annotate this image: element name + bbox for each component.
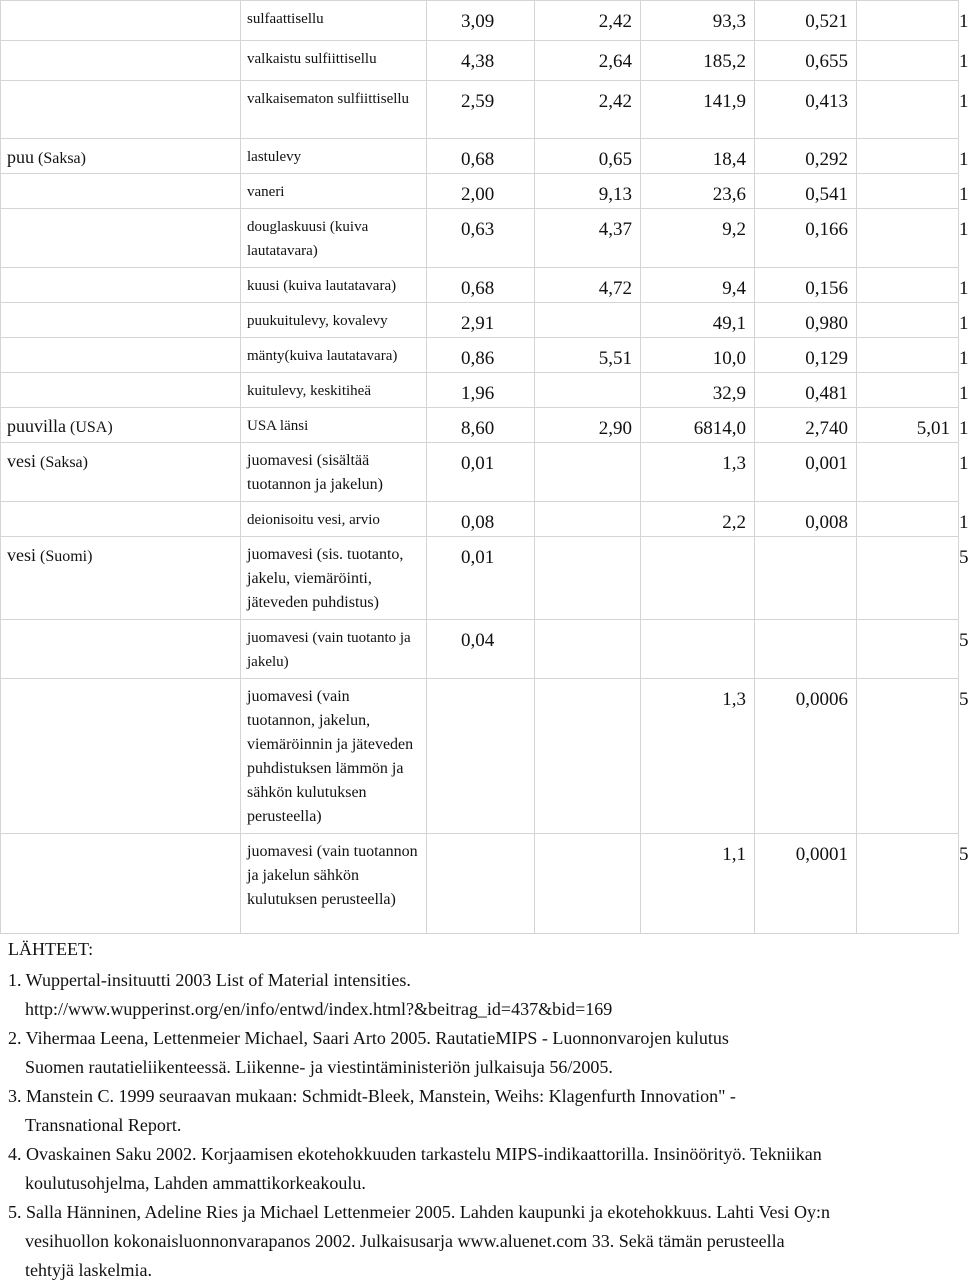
material-cell: puukuitulevy, kovalevy <box>241 303 427 338</box>
category-origin: (Saksa) <box>36 454 88 471</box>
erosion-value: 5,01 <box>857 408 959 443</box>
category-cell <box>1 679 241 834</box>
biotic-value: 2,64 <box>535 41 641 81</box>
table-row: douglaskuusi (kuiva lautatavara) 0,63 4,37 9,2 0,166 1 <box>1 209 959 268</box>
category-origin: (Saksa) <box>34 150 86 167</box>
air-value: 0,0006 <box>755 679 857 834</box>
category-cell <box>1 620 241 679</box>
material-cell: vaneri <box>241 174 427 209</box>
reference-line: tehtyjä laskelmia. <box>25 1260 152 1280</box>
material-cell: lastulevy <box>241 139 427 174</box>
material-cell: deionisoitu vesi, arvio <box>241 502 427 537</box>
water-value: 10,0 <box>641 338 755 373</box>
references-list <box>8 966 958 1285</box>
air-value: 0,481 <box>755 373 857 408</box>
abiotic-value: 0,68 <box>427 139 535 174</box>
reference-line: 5. Salla Hänninen, Adeline Ries ja Michael Lettenmeier 2005. Lahden kaupunki ja ekotehokkuus. Lahti Vesi Oy:n <box>8 1202 830 1222</box>
biotic-value <box>535 679 641 834</box>
erosion-value <box>857 41 959 81</box>
biotic-value <box>535 303 641 338</box>
air-value: 0,129 <box>755 338 857 373</box>
material-cell: mänty(kuiva lautatavara) <box>241 338 427 373</box>
water-value: 1,3 <box>641 443 755 502</box>
air-value: 0,166 <box>755 209 857 268</box>
references-section <box>8 935 958 1285</box>
water-value: 18,4 <box>641 139 755 174</box>
air-value: 0,001 <box>755 443 857 502</box>
air-value: 0,521 <box>755 1 857 41</box>
abiotic-value <box>427 834 535 934</box>
material-cell: sulfaattisellu <box>241 1 427 41</box>
biotic-value <box>535 502 641 537</box>
category-cell <box>1 139 241 174</box>
erosion-value <box>857 443 959 502</box>
table-row: juomavesi (vain tuotannon, jakelun, viemäröinnin ja jäteveden puhdistuksen lämmön ja sähkön kulutuksen perusteella) 1,3 0,0006 5 <box>1 679 959 834</box>
reference-line: vesihuollon kokonaisluonnonvarapanos 2002. Julkaisusarja www.aluenet.com 33. Sekä tämän perusteella <box>25 1231 785 1251</box>
reference-line: http://www.wupperinst.org/en/info/entwd/index.html?&beitrag_id=437&bid=169 <box>25 999 613 1019</box>
material-cell: valkaistu sulfiittisellu <box>241 41 427 81</box>
erosion-value <box>857 373 959 408</box>
biotic-value: 2,42 <box>535 81 641 139</box>
abiotic-value: 2,59 <box>427 81 535 139</box>
air-value: 0,0001 <box>755 834 857 934</box>
reference-line: koulutusohjelma, Lahden ammattikorkeakoulu. <box>25 1173 366 1193</box>
water-value: 32,9 <box>641 373 755 408</box>
material-cell: juomavesi (sisältää tuotannon ja jakelun) <box>241 443 427 502</box>
category-origin: (USA) <box>66 419 113 436</box>
air-value: 2,740 <box>755 408 857 443</box>
erosion-value <box>857 139 959 174</box>
biotic-value <box>535 620 641 679</box>
category-name: puuvilla <box>7 416 66 436</box>
table-row: kuusi (kuiva lautatavara) 0,68 4,72 9,4 0,156 1 <box>1 268 959 303</box>
water-value: 9,2 <box>641 209 755 268</box>
air-value <box>755 620 857 679</box>
biotic-value <box>535 537 641 620</box>
abiotic-value <box>427 679 535 834</box>
category-cell <box>1 303 241 338</box>
biotic-value <box>535 834 641 934</box>
abiotic-value: 0,01 <box>427 443 535 502</box>
category-cell <box>1 834 241 934</box>
category-cell <box>1 268 241 303</box>
water-value: 6814,0 <box>641 408 755 443</box>
reference-line: 2. Vihermaa Leena, Lettenmeier Michael, Saari Arto 2005. RautatieMIPS - Luonnonvarojen kulutus <box>8 1028 729 1048</box>
biotic-value: 4,37 <box>535 209 641 268</box>
air-value: 0,292 <box>755 139 857 174</box>
erosion-value <box>857 209 959 268</box>
air-value <box>755 537 857 620</box>
abiotic-value: 0,04 <box>427 620 535 679</box>
material-cell: juomavesi (vain tuotannon, jakelun, viemäröinnin ja jäteveden puhdistuksen lämmön ja sähkön kulutuksen perusteella) <box>241 679 427 834</box>
water-value <box>641 620 755 679</box>
abiotic-value: 0,08 <box>427 502 535 537</box>
reference-line: Suomen rautatieliikenteessä. Liikenne- ja viestintäministeriön julkaisuja 56/2005. <box>25 1057 613 1077</box>
erosion-value <box>857 81 959 139</box>
category-cell <box>1 338 241 373</box>
erosion-value <box>857 268 959 303</box>
abiotic-value: 8,60 <box>427 408 535 443</box>
category-name: puu <box>7 147 34 167</box>
material-cell: juomavesi (sis. tuotanto, jakelu, viemäröinti, jäteveden puhdistus) <box>241 537 427 620</box>
water-value: 1,3 <box>641 679 755 834</box>
category-cell <box>1 408 241 443</box>
abiotic-value: 4,38 <box>427 41 535 81</box>
air-value: 0,413 <box>755 81 857 139</box>
reference-line: 3. Manstein C. 1999 seuraavan mukaan: Schmidt-Bleek, Manstein, Weihs: Klagenfurth Innovation" - <box>8 1086 736 1106</box>
category-origin: (Suomi) <box>36 548 93 565</box>
erosion-value <box>857 834 959 934</box>
category-cell <box>1 443 241 502</box>
erosion-value <box>857 303 959 338</box>
abiotic-value: 3,09 <box>427 1 535 41</box>
biotic-value: 2,90 <box>535 408 641 443</box>
category-cell <box>1 1 241 41</box>
reference-line: 1. Wuppertal-insituutti 2003 List of Material intensities. <box>8 970 411 990</box>
category-name: vesi <box>7 451 36 471</box>
air-value: 0,655 <box>755 41 857 81</box>
category-cell <box>1 81 241 139</box>
erosion-value <box>857 338 959 373</box>
water-value: 49,1 <box>641 303 755 338</box>
biotic-value <box>535 443 641 502</box>
erosion-value <box>857 537 959 620</box>
biotic-value: 2,42 <box>535 1 641 41</box>
air-value: 0,541 <box>755 174 857 209</box>
abiotic-value: 0,01 <box>427 537 535 620</box>
material-cell: douglaskuusi (kuiva lautatavara) <box>241 209 427 268</box>
category-cell <box>1 373 241 408</box>
air-value: 0,008 <box>755 502 857 537</box>
material-cell: juomavesi (vain tuotannon ja jakelun sähkön kulutuksen perusteella) <box>241 834 427 934</box>
material-cell: juomavesi (vain tuotanto ja jakelu) <box>241 620 427 679</box>
abiotic-value: 0,86 <box>427 338 535 373</box>
material-cell: kuitulevy, keskitiheä <box>241 373 427 408</box>
water-value: 1,1 <box>641 834 755 934</box>
erosion-value <box>857 174 959 209</box>
category-cell <box>1 209 241 268</box>
category-cell <box>1 537 241 620</box>
water-value: 9,4 <box>641 268 755 303</box>
air-value: 0,156 <box>755 268 857 303</box>
biotic-value: 4,72 <box>535 268 641 303</box>
water-value: 185,2 <box>641 41 755 81</box>
material-cell: valkaisematon sulfiittisellu <box>241 81 427 139</box>
category-name: vesi <box>7 545 36 565</box>
table-row: valkaisematon sulfiittisellu 2,59 2,42 141,9 0,413 1 <box>1 81 959 139</box>
water-value: 141,9 <box>641 81 755 139</box>
category-cell <box>1 41 241 81</box>
biotic-value: 5,51 <box>535 338 641 373</box>
water-value: 93,3 <box>641 1 755 41</box>
biotic-value: 9,13 <box>535 174 641 209</box>
abiotic-value: 1,96 <box>427 373 535 408</box>
material-cell: kuusi (kuiva lautatavara) <box>241 268 427 303</box>
table-row: puuvilla (USA) USA länsi 8,60 2,90 6814,0 2,740 5,01 1 <box>1 408 959 443</box>
water-value: 23,6 <box>641 174 755 209</box>
abiotic-value: 0,63 <box>427 209 535 268</box>
erosion-value <box>857 620 959 679</box>
table-row: kuitulevy, keskitiheä 1,96 32,9 0,481 1 <box>1 373 959 408</box>
table-row: valkaistu sulfiittisellu 4,38 2,64 185,2 0,655 1 <box>1 41 959 81</box>
table-row: vesi (Saksa) juomavesi (sisältää tuotannon ja jakelun) 0,01 1,3 0,001 1 <box>1 443 959 502</box>
table-row: puukuitulevy, kovalevy 2,91 49,1 0,980 1 <box>1 303 959 338</box>
erosion-value <box>857 1 959 41</box>
abiotic-value: 2,00 <box>427 174 535 209</box>
abiotic-value: 2,91 <box>427 303 535 338</box>
table-row: juomavesi (vain tuotannon ja jakelun sähkön kulutuksen perusteella) 1,1 0,0001 5 <box>1 834 959 934</box>
biotic-value: 0,65 <box>535 139 641 174</box>
table-row: sulfaattisellu 3,09 2,42 93,3 0,521 1 <box>1 1 959 41</box>
table-row: vesi (Suomi) juomavesi (sis. tuotanto, jakelu, viemäröinti, jäteveden puhdistus) 0,01 5 <box>1 537 959 620</box>
table-row: puu (Saksa) lastulevy 0,68 0,65 18,4 0,292 1 <box>1 139 959 174</box>
material-cell: USA länsi <box>241 408 427 443</box>
abiotic-value: 0,68 <box>427 268 535 303</box>
erosion-value <box>857 679 959 834</box>
biotic-value <box>535 373 641 408</box>
water-value <box>641 537 755 620</box>
reference-line: Transnational Report. <box>25 1115 182 1135</box>
water-value: 2,2 <box>641 502 755 537</box>
air-value: 0,980 <box>755 303 857 338</box>
table-row: mänty(kuiva lautatavara) 0,86 5,51 10,0 0,129 1 <box>1 338 959 373</box>
references-heading: LÄHTEET: <box>8 939 94 959</box>
category-cell <box>1 502 241 537</box>
table-row: deionisoitu vesi, arvio 0,08 2,2 0,008 1 <box>1 502 959 537</box>
reference-line: 4. Ovaskainen Saku 2002. Korjaamisen ekotehokkuuden tarkastelu MIPS-indikaattorilla. Insinöörityö. Tekniikan <box>8 1144 822 1164</box>
category-cell <box>1 174 241 209</box>
erosion-value <box>857 502 959 537</box>
table-row: juomavesi (vain tuotanto ja jakelu) 0,04 5 <box>1 620 959 679</box>
table-row: vaneri 2,00 9,13 23,6 0,541 1 <box>1 174 959 209</box>
